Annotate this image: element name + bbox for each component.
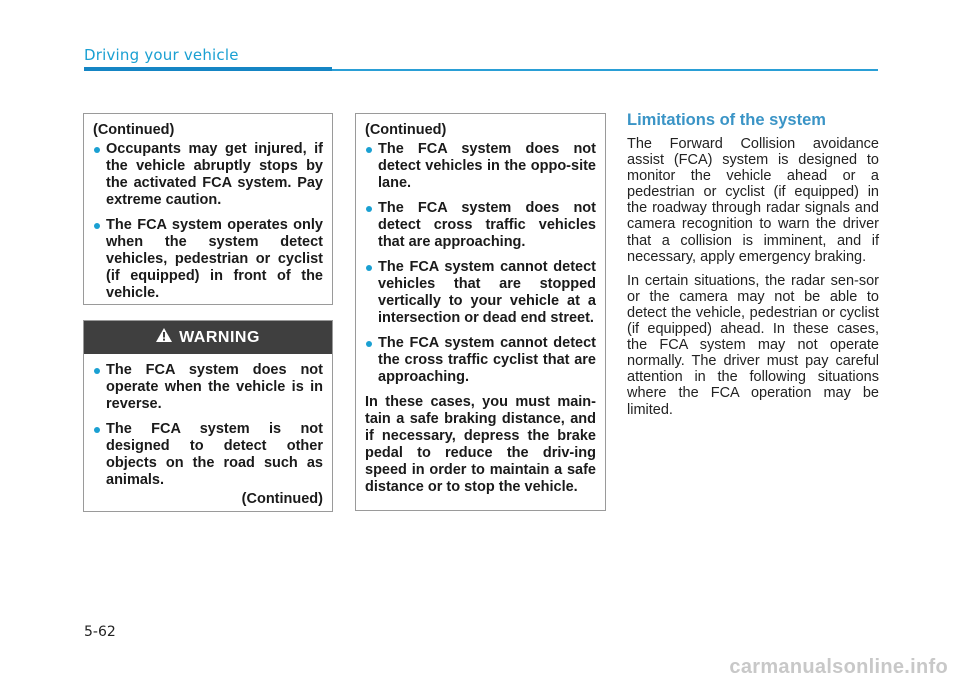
section-title: Driving your vehicle xyxy=(84,46,239,64)
warning-content xyxy=(84,354,332,508)
warning-continued-box xyxy=(355,113,606,511)
bullet-list xyxy=(93,362,323,489)
warning-header xyxy=(84,321,332,354)
bullet-list xyxy=(365,141,596,386)
watermark: carmanualsonline.info xyxy=(729,656,948,678)
warning-label: WARNING xyxy=(179,328,260,346)
limitations-title: Limitations of the system xyxy=(627,111,826,129)
continued-label: (Continued) xyxy=(93,122,175,138)
caution-continued-box xyxy=(83,113,333,305)
closing-paragraph: In these cases, you must main-tain a safe braking distance, and if necessary, depress the brake pedal to reduce the driv-ing speed in order to maintain a safe distance or to stop the vehicle. xyxy=(365,394,596,495)
warning-triangle-icon xyxy=(156,328,172,347)
page-number: 5-62 xyxy=(84,624,116,640)
paragraph: In certain situations, the radar sen-sor or the camera may not be able to detect the vehicle, pedestrian or cyclist (if equipped) ahead. In these cases, the FCA system may not operate normally. The driver must pay careful attention in the following situations where the FCA operation may be limited. xyxy=(627,272,879,418)
list-item: The FCA system cannot detect the cross traffic cyclist that are approaching. xyxy=(365,335,596,386)
list-item: Occupants may get injured, if the vehicle abruptly stops by the activated FCA system. Pay extreme caution. xyxy=(93,141,323,209)
list-item: The FCA system does not detect cross traffic vehicles that are approaching. xyxy=(365,200,596,251)
continued-label: (Continued) xyxy=(241,491,323,507)
continued-label: (Continued) xyxy=(365,122,447,138)
header-rule-light xyxy=(332,69,878,71)
list-item: The FCA system does not operate when the vehicle is in reverse. xyxy=(93,362,323,413)
list-item: The FCA system is not designed to detect other objects on the road such as animals. xyxy=(93,421,323,489)
warning-box xyxy=(83,320,333,512)
header-rule-dark xyxy=(84,67,332,71)
paragraph: The Forward Collision avoidance assist (FCA) system is designed to monitor the vehicle ahead or a pedestrian or cyclist (if equipped) in the roadway through radar signals and camera recognition to warn the driver that a collision is imminent, and if necessary, apply emergency braking. xyxy=(627,136,879,265)
list-item: The FCA system operates only when the system detect vehicles, pedestrian or cyclist (if equipped) in front of the vehicle. xyxy=(93,217,323,302)
list-item: The FCA system does not detect vehicles in the oppo-site lane. xyxy=(365,141,596,192)
bullet-list xyxy=(93,141,323,302)
limitations-body xyxy=(627,136,879,426)
list-item: The FCA system cannot detect vehicles that are stopped vertically to your vehicle at a intersection or dead end street. xyxy=(365,259,596,327)
